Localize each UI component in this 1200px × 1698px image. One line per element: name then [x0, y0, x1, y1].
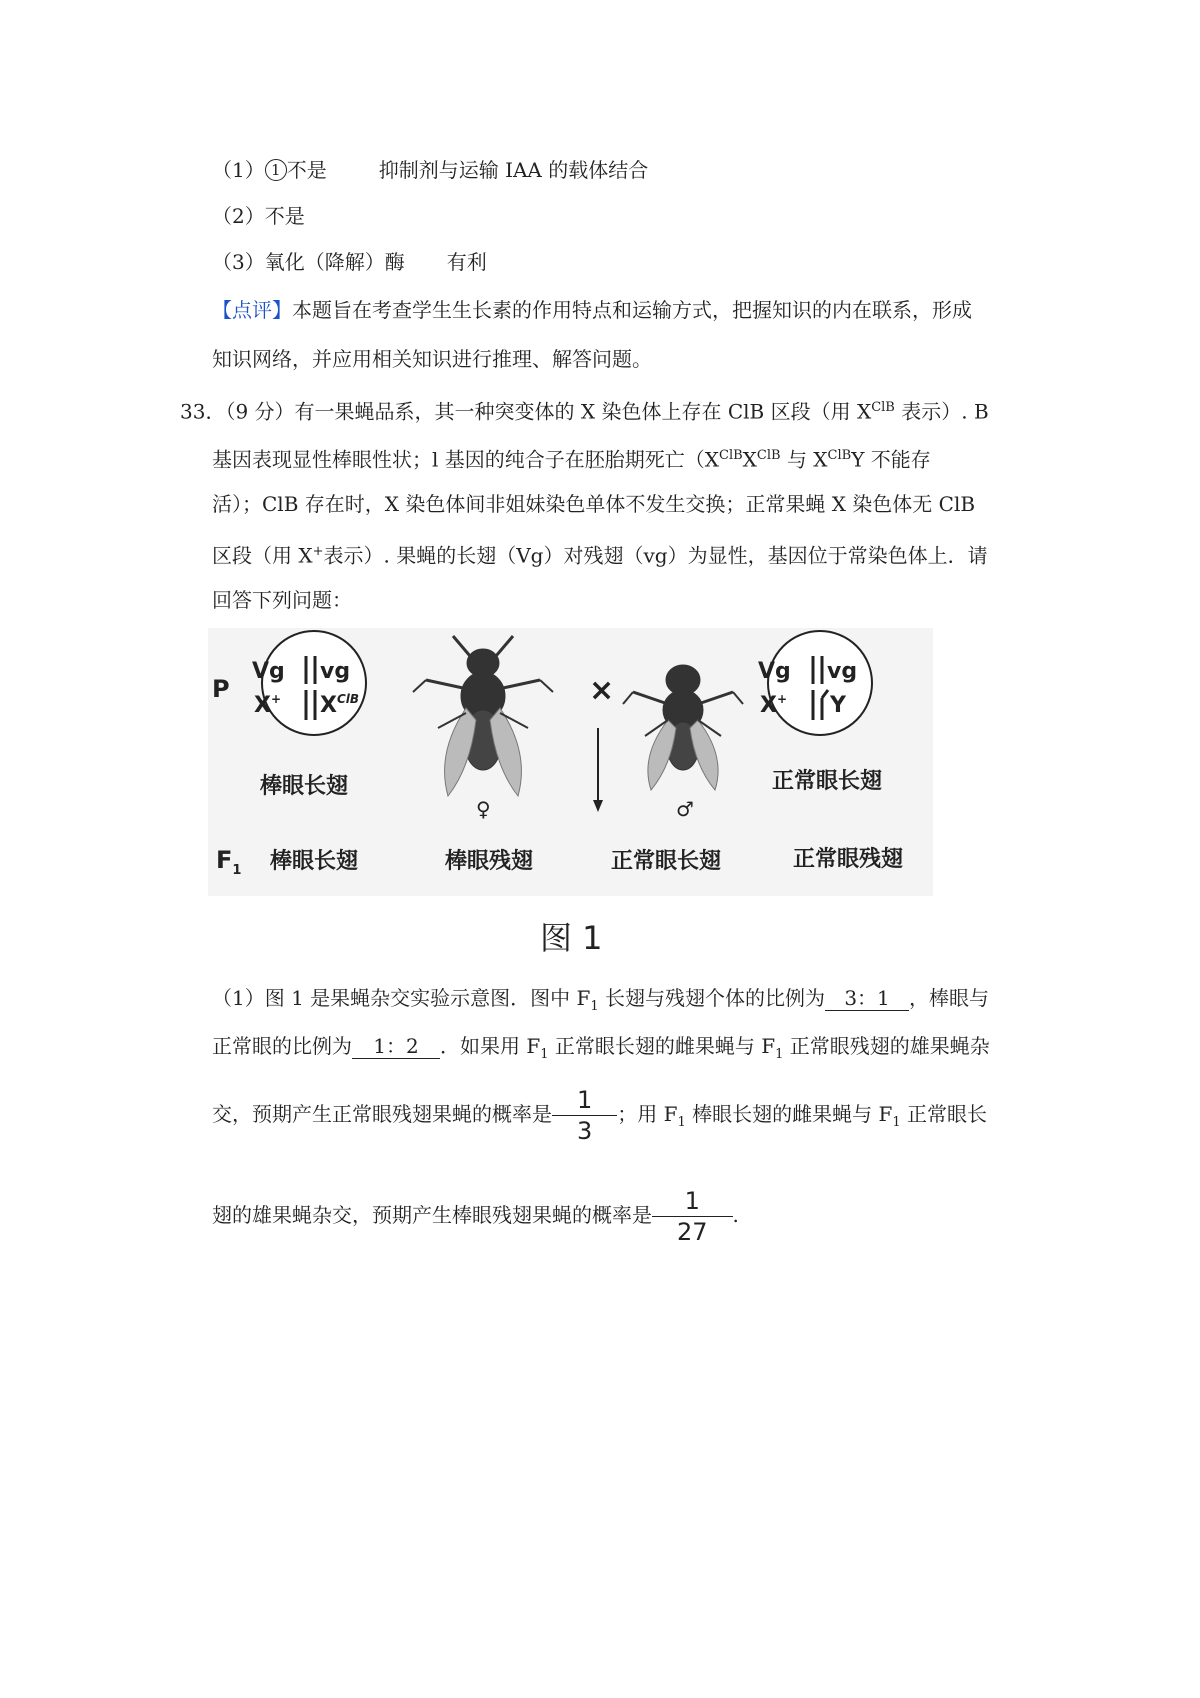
circled-number: 1 — [265, 159, 287, 181]
male-phenotype-label: 正常眼长翅 — [772, 769, 883, 794]
answer-fraction-1 — [574, 1085, 595, 1146]
question-line-5: 回答下列问题： — [212, 588, 352, 612]
sub1-line-4 — [212, 1180, 739, 1250]
answer-1 — [212, 155, 648, 185]
subscript: 1 — [590, 999, 599, 1014]
question-line-2 — [212, 441, 931, 475]
sub1-text: ，棒眼与 — [909, 986, 990, 1010]
question-line-3: 活）；ClB 存在时，X 染色体间非姐妹染色单体不发生交换；正常果蝇 X 染色体无 ClB — [212, 492, 976, 516]
f1-phenotype-2: 棒眼残翅 — [445, 849, 534, 874]
sub1-text: 正常眼长翅的雌果蝇与 F — [548, 1034, 776, 1058]
sub1-text: 正常眼残翅的雄果蝇杂 — [783, 1034, 990, 1058]
blank-trail — [711, 1216, 733, 1217]
superscript: ClB — [827, 448, 852, 463]
answer-1-text2: 抑制剂与运输 IAA 的载体结合 — [378, 158, 649, 182]
comment-tag: 【点评】 — [212, 298, 292, 322]
sub1-text: ；用 F — [617, 1102, 678, 1126]
sub1-text: 棒眼长翅的雌果蝇与 F — [685, 1102, 893, 1126]
row-label-f1: $F_1$ — [216, 846, 242, 878]
blank-lead — [652, 1216, 674, 1217]
gene-label: X+ — [254, 692, 282, 718]
superscript: ClB — [719, 448, 743, 463]
question-text: Y 不能存 — [851, 447, 931, 472]
gene-label: vg — [320, 659, 351, 684]
subscript: 1 — [677, 1115, 686, 1130]
superscript: ClB — [871, 400, 895, 415]
sub1-text: 长翅与残翅个体的比例为 — [598, 986, 826, 1010]
comment-line-1 — [212, 295, 972, 325]
subscript: 1 — [540, 1047, 549, 1062]
question-text: 与 X — [780, 447, 828, 472]
sub1-text: 翅的雄果蝇杂交，预期产生棒眼残翅果蝇的概率是 — [212, 1203, 652, 1227]
answer-blank-ratio2: 1：2 — [352, 1034, 440, 1059]
sub1-text: 正常眼的比例为 — [212, 1034, 352, 1058]
question-text: 基因表现显性棒眼性状；l 基因的纯合子在胚胎期死亡（X — [212, 447, 719, 472]
question-text: （9 分）有一果蝇品系，其一种突变体的 X 染色体上存在 ClB 区段（用 X — [225, 399, 872, 424]
cross-figure — [208, 628, 933, 896]
sub1-line-1 — [212, 983, 989, 1022]
sub1-line-2 — [212, 1031, 990, 1070]
sub1-text: 正常眼长 — [900, 1102, 988, 1126]
superscript: + — [312, 544, 324, 559]
blank-trail — [595, 1115, 617, 1116]
question-number: 33． — [180, 399, 226, 424]
female-symbol: ♀ — [476, 797, 491, 821]
comment-text-1: 本题旨在考查学生生长素的作用特点和运输方式，把握知识的内在联系，形成 — [292, 298, 972, 322]
gene-label: $X^{ClB}$ — [320, 692, 360, 718]
f1-phenotype-3: 正常眼长翅 — [611, 849, 722, 874]
subscript: 1 — [775, 1047, 784, 1062]
fraction-denominator: 27 — [674, 1216, 711, 1247]
f1-phenotype-1: 棒眼长翅 — [270, 849, 359, 874]
question-text: X — [742, 447, 757, 472]
fraction-numerator: 1 — [684, 1187, 700, 1215]
question-line-1 — [180, 393, 989, 427]
fraction-numerator: 1 — [577, 1086, 593, 1114]
gene-label: Vg — [758, 659, 791, 684]
answer-1-text1: 不是 — [286, 158, 327, 182]
sub1-text: 交，预期产生正常眼残翅果蝇的概率是 — [212, 1102, 552, 1126]
female-phenotype-label: 棒眼长翅 — [260, 774, 349, 799]
gene-label: Y — [830, 693, 846, 718]
superscript: ClB — [756, 448, 781, 463]
sub1-text: （1）图 1 是果蝇杂交实验示意图．图中 F — [212, 986, 591, 1010]
comment-line-2: 知识网络，并应用相关知识进行推理、解答问题。 — [212, 347, 652, 371]
answer-3-text1: （3）氧化（降解）酶 — [212, 250, 405, 274]
question-text: 区段（用 X — [212, 543, 313, 568]
f1-phenotype-4: 正常眼残翅 — [793, 847, 904, 872]
question-text: 表示）. 果蝇的长翅（Vg）对残翅（vg）为显性，基因位于常染色体上．请 — [323, 543, 988, 568]
cross-symbol: × — [589, 673, 615, 708]
male-symbol: ♂ — [676, 797, 694, 821]
answer-3-text2: 有利 — [446, 250, 487, 274]
gene-label: X+ — [760, 692, 788, 718]
answer-3 — [212, 247, 487, 277]
figure-caption: 图 1 — [540, 919, 603, 957]
fraction-denominator: 3 — [574, 1115, 595, 1146]
sub1-line-3 — [212, 1079, 987, 1158]
gene-label: Vg — [252, 659, 285, 684]
row-label-p: P — [212, 675, 230, 703]
sub1-text: . — [732, 1203, 739, 1227]
gene-label: vg — [827, 659, 858, 684]
sub1-text: ．如果用 F — [440, 1034, 541, 1058]
question-line-4 — [212, 537, 988, 571]
subscript: 1 — [892, 1115, 901, 1130]
answer-fraction-2 — [674, 1186, 711, 1247]
answer-2: （2）不是 — [212, 204, 305, 228]
answer-1-number: （1） — [212, 158, 265, 182]
blank-lead — [552, 1115, 574, 1116]
answer-blank-ratio1: 3：1 — [825, 986, 909, 1011]
question-text: 表示）. B — [894, 399, 989, 424]
